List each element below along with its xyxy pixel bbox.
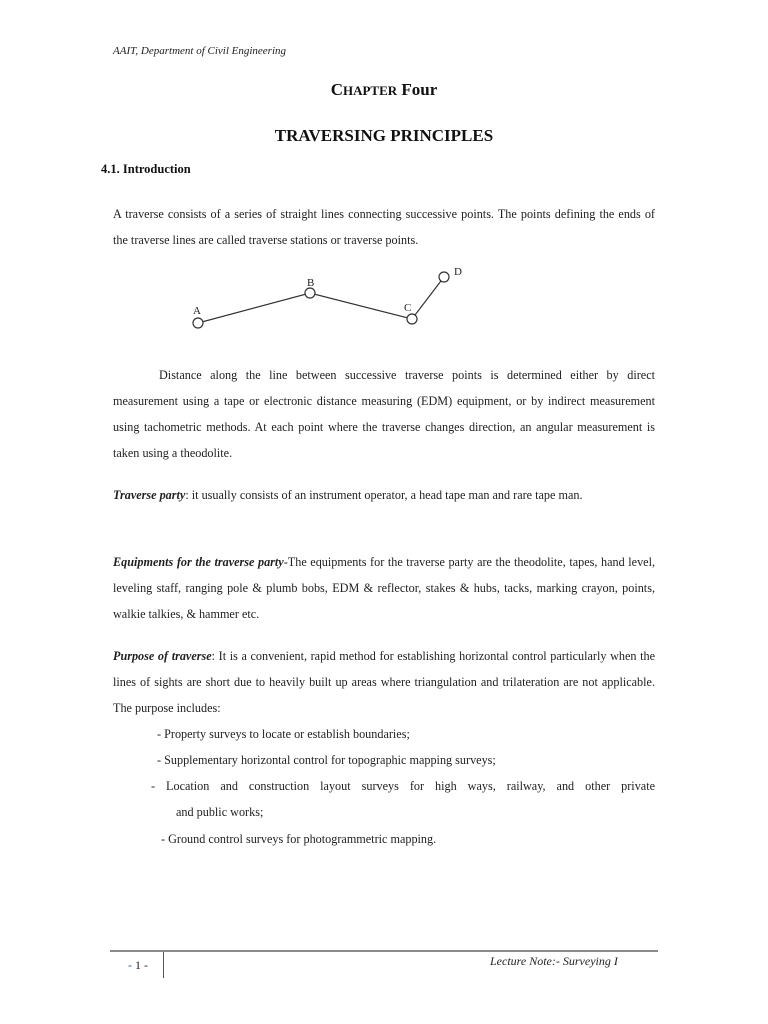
page-number-dash: - — [128, 958, 132, 972]
distance-paragraph: Distance along the line between successive traverse points is determined either by direct measurement using a tape or electronic distance measuring (EDM) equipment, or by indirect measurement using tachometric methods. At each point where the traverse changes direction, an angular measurement is taken using a theodolite. — [113, 368, 655, 460]
traverse-lines — [198, 277, 444, 323]
page-number — [128, 958, 148, 973]
equipment-paragraph — [113, 549, 655, 627]
purpose-item-4: - Ground control surveys for photogrammetric mapping. — [161, 832, 437, 846]
header-institution: AAIT, Department of Civil Engineering — [113, 45, 287, 57]
chapter-title: TRAVERSING PRINCIPLES — [274, 126, 494, 145]
purpose-text: : It is a convenient, rapid method for establishing horizontal control particularly when the lines of sights are short due to heavily built up areas where triangulation and trilateration are not applicable. The purpose includes: — [113, 649, 655, 715]
footer-rule — [110, 950, 658, 952]
traverse-point-d — [439, 272, 449, 282]
traverse-diagram — [180, 260, 480, 340]
traverse-label-c: C — [404, 302, 412, 314]
purpose-item-2: - Supplementary horizontal control for topographic mapping surveys; — [157, 753, 496, 767]
chapter-number: Four — [401, 80, 438, 99]
purpose-item-1: - Property surveys to locate or establish boundaries; — [157, 727, 410, 741]
traverse-point-c — [407, 314, 417, 324]
section-heading: 4.1. Introduction — [101, 162, 191, 176]
purpose-paragraph — [113, 643, 655, 721]
traverse-label-d: D — [454, 266, 462, 278]
traverse-party-text: : it usually consists of an instrument operator, a head tape man and rare tape man. — [185, 488, 583, 502]
chapter-label-initial: C — [330, 80, 343, 99]
page-number-divider — [163, 952, 164, 978]
purpose-item-3-continued: and public works; — [176, 805, 264, 819]
footer-note: Lecture Note:- Surveying I — [490, 954, 618, 968]
traverse-label-b: B — [307, 277, 315, 289]
traverse-party-paragraph — [113, 482, 655, 508]
traverse-party-term: Traverse party — [113, 488, 186, 502]
purpose-item-3: - Location and construction layout surveys for high ways, railway, and other private — [151, 779, 655, 793]
page-number-value: 1 - — [135, 958, 148, 972]
intro-paragraph: A traverse consists of a series of straight lines connecting successive points. The points defining the ends of the traverse lines are called traverse stations or traverse points. — [113, 207, 655, 247]
purpose-term: Purpose of traverse — [113, 649, 212, 663]
chapter-heading — [0, 80, 768, 100]
equipment-term: Equipments for the traverse party — [113, 555, 284, 569]
traverse-point-a — [193, 318, 203, 328]
traverse-label-a: A — [193, 305, 201, 317]
chapter-label-rest: HAPTER — [342, 83, 398, 98]
equipment-text: -The equipments for the traverse party are the theodolite, tapes, hand level, leveling staff, ranging pole & plumb bobs, EDM & reflector, stakes & hubs, tacks, marking crayon, points, walkie talkies, & hammer etc. — [113, 555, 655, 621]
traverse-point-b — [305, 288, 315, 298]
